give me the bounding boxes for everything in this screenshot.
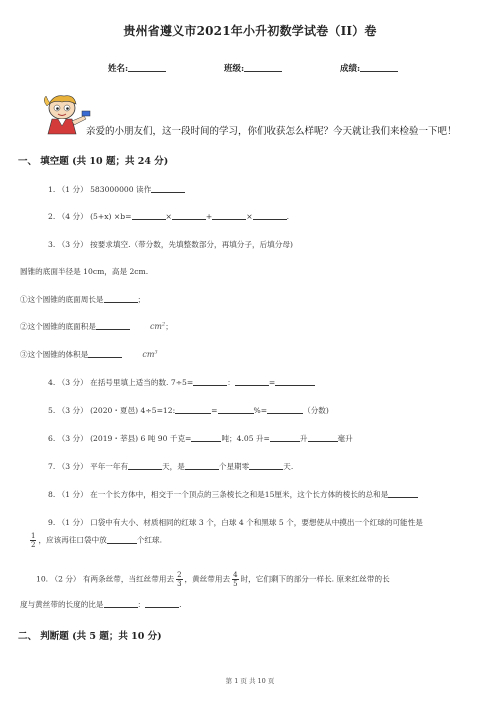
answer-blank[interactable] <box>88 350 122 358</box>
class-label: 班级: <box>224 64 245 74</box>
answer-blank[interactable] <box>267 406 303 414</box>
answer-blank[interactable] <box>249 462 283 470</box>
answer-blank[interactable] <box>388 490 418 498</box>
punct: ： <box>137 600 146 609</box>
operator: × <box>165 212 172 221</box>
sub-question-text: ③这个圆锥的体积是 <box>20 350 89 359</box>
question-1 <box>48 184 185 195</box>
answer-blank[interactable] <box>253 212 290 221</box>
unit-label: $cm^3$ <box>142 349 158 359</box>
question-10-tail: 时，它们剩下的部分一样长. 原来红丝带的长 <box>240 574 390 584</box>
question-10-line2 <box>20 599 182 610</box>
answer-blank[interactable] <box>270 434 300 442</box>
question-9 <box>48 517 423 528</box>
unit-text: 个星期零 <box>218 462 250 471</box>
sub-question-text: ②这个圆锥的底面积是 <box>20 322 96 331</box>
answer-blank[interactable] <box>175 406 211 414</box>
unit-text: 升 <box>299 434 308 443</box>
question-9-end: 个红球. <box>136 535 163 545</box>
unit-label: $cm^2$ <box>149 321 166 331</box>
question-10-text-2: 度与黄丝带的长度的比是 <box>20 600 104 609</box>
question-3a <box>20 294 145 305</box>
answer-blank[interactable] <box>193 378 227 386</box>
operator: × <box>246 212 253 221</box>
question-3c <box>20 349 158 360</box>
answer-blank[interactable] <box>104 600 138 608</box>
question-10-text: 10. （2 分） 有两条丝带，当红丝带用去 <box>36 574 175 584</box>
page-footer: 第 1 页 共 10 页 <box>225 677 275 685</box>
answer-blank[interactable] <box>212 212 246 220</box>
fraction: $\frac{1}{2}$ <box>31 532 36 549</box>
score-blank <box>360 63 398 72</box>
question-1-text: 1. （1 分） 583000000 读作 <box>48 185 152 194</box>
answer-blank[interactable] <box>145 600 182 609</box>
question-9-text: 9. （1 分） 口袋中有大小、材质相同的红球 3 个，白球 4 个和黑球 5 个，要想使从中摸出一个红球的可能性是 <box>48 518 423 527</box>
answer-blank[interactable] <box>132 212 166 220</box>
score-field <box>340 62 398 74</box>
answer-blank[interactable] <box>128 462 162 470</box>
score-label: 成绩: <box>340 64 361 74</box>
question-10 <box>36 571 390 588</box>
unit-text: 天，是 <box>162 462 185 471</box>
question-3 <box>48 239 293 250</box>
punct: ； <box>137 295 146 304</box>
greeting-text: 亲爱的小朋友们，这一段时间的学习，你们收获怎么样呢？今天就让我们来检验一下吧！ <box>86 126 457 137</box>
punct: = <box>268 378 276 387</box>
punct: . <box>179 600 182 609</box>
operator: + <box>205 212 213 221</box>
answer-blank[interactable] <box>275 378 315 386</box>
answer-blank[interactable] <box>218 406 254 414</box>
answer-blank[interactable] <box>185 462 219 470</box>
page-title: 贵州省遵义市2021年小升初数学试卷（II）卷 <box>123 24 377 38</box>
question-5-text: 5. （3 分） (2020・夏邑) 4÷5=12: <box>48 406 176 415</box>
answer-blank[interactable] <box>308 434 338 442</box>
answer-blank[interactable] <box>104 295 138 303</box>
section-judgment-heading: 二、 判断题 (共 5 题；共 10 分) <box>18 631 162 642</box>
name-label: 姓名: <box>108 64 129 74</box>
question-3-text: 3. （3 分） 按要求填空.（带分数，先填整数部分，再填分子，后填分母) <box>48 240 293 249</box>
question-9-line2 <box>28 532 162 549</box>
answer-blank[interactable] <box>96 322 130 330</box>
fraction: $\frac{2}{3}$ <box>177 571 182 588</box>
section-fill-in-heading: 一、 填空题 (共 10 题；共 24 分) <box>18 156 169 167</box>
unit-note: （分数) <box>303 406 329 415</box>
punct: = <box>211 406 218 415</box>
unit-text: 吨；4.05 升= <box>221 434 270 443</box>
period: . <box>286 212 290 221</box>
class-field <box>224 62 282 74</box>
mascot-icon <box>38 92 92 138</box>
question-8-text: 8. （1 分） 在一个长方体中，相交于一个顶点的三条棱长之和是15厘米，这个长方体的棱长的总和是 <box>48 490 389 499</box>
question-2 <box>48 211 289 222</box>
punct: ； <box>165 322 173 331</box>
answer-blank[interactable] <box>151 185 185 193</box>
given-text: 圆锥的底面半径是 10cm，高是 2cm. <box>20 267 149 276</box>
fraction: $\frac{4}{5}$ <box>233 571 238 588</box>
question-4 <box>48 377 315 388</box>
question-2-text: 2. （4 分） (5+x) ×b= <box>48 212 132 221</box>
answer-blank[interactable] <box>107 536 137 544</box>
answer-blank[interactable] <box>172 212 206 220</box>
sub-question-text: ①这个圆锥的底面周长是 <box>20 295 104 304</box>
question-7 <box>48 461 293 472</box>
question-6-text: 6. （3 分） (2019・莘县) 6 吨 90 千克= <box>48 434 192 443</box>
name-blank <box>128 63 166 72</box>
answer-blank[interactable] <box>191 434 221 442</box>
question-4-text: 4. （3 分） 在括号里填上适当的数. 7÷5= <box>48 378 194 387</box>
class-blank <box>244 63 282 72</box>
question-5 <box>48 405 329 416</box>
question-3-given <box>20 266 148 277</box>
question-9-text-2: ，应该再往口袋中放 <box>38 535 107 545</box>
name-field <box>108 62 166 74</box>
answer-blank[interactable] <box>235 378 269 386</box>
question-7-text: 7. （3 分） 平年一年有 <box>48 462 129 471</box>
question-6 <box>48 433 353 444</box>
question-3b <box>20 321 173 332</box>
unit-text: 天. <box>283 462 294 471</box>
punct: ： <box>227 378 235 387</box>
unit-text: 毫升 <box>337 434 353 443</box>
punct: %= <box>253 406 268 415</box>
question-10-mid: ，黄丝带用去 <box>184 574 231 584</box>
question-8 <box>48 489 418 500</box>
